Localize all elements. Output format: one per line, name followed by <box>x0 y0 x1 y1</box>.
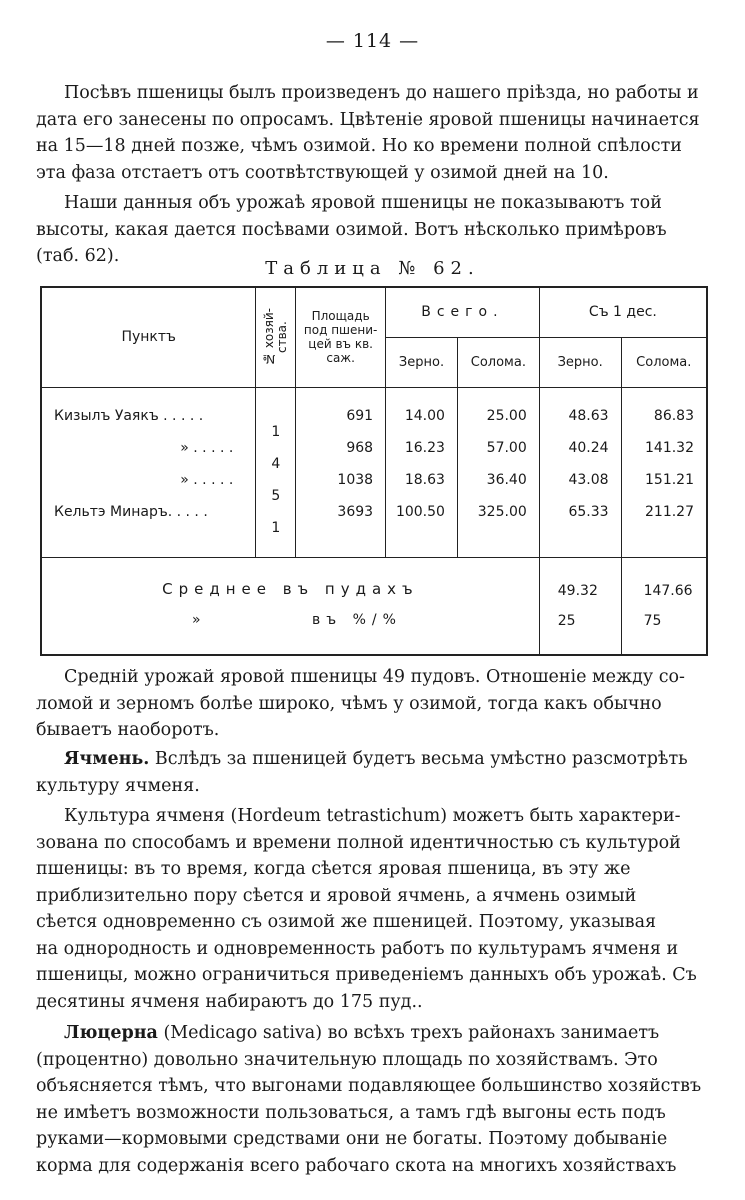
text-line: Ячмень. Вслѣдъ за пшеницей будетъ весьма умѣстно разсмотрѣть <box>64 749 688 769</box>
table-cell: 43.08 <box>568 471 609 488</box>
table-cell: 211.27 <box>645 503 694 520</box>
header-punkt: Пунктъ <box>41 287 256 387</box>
header-grain: Зерно. <box>386 337 458 387</box>
table-cell: 1 <box>271 423 281 440</box>
col-punkt <box>41 387 256 557</box>
text-line: корма для содержанія всего рабочаго скота на многихъ хозяйствахъ <box>36 1155 677 1176</box>
table-cell: 4 <box>271 455 281 472</box>
pct-label: въ %/% <box>312 611 402 628</box>
col-households <box>256 387 296 557</box>
table-cell: 968 <box>346 439 374 456</box>
barley-title: Ячмень. <box>64 749 150 769</box>
text-line: Культура ячменя (Hordeum tetrastichum) можетъ быть характери- <box>64 806 681 826</box>
barley-paragraph <box>36 746 712 1015</box>
header-straw: Солома. <box>457 337 539 387</box>
table-cell: 1038 <box>337 471 374 488</box>
text-line: культуру ячменя. <box>36 775 200 796</box>
text-line: руками—кормовыми средствами они не богаты. Поэтому добываніе <box>36 1129 668 1149</box>
header-households <box>256 287 296 387</box>
table-caption: Таблица № 62. <box>265 258 480 279</box>
text-line: пшеницы: въ то время, когда сѣется яровая пшеница, въ эту же <box>36 859 631 879</box>
avg-grain: 49.32 <box>557 582 598 599</box>
pct-ditto: » <box>192 611 201 628</box>
lucerne-paragraph <box>36 1020 712 1179</box>
text-line: зована по способамъ и времени полной идентичностью съ культурой <box>36 832 681 853</box>
avg-grain-cell <box>539 557 621 655</box>
col-grain-per-des <box>539 387 621 557</box>
text-line: Посѣвъ пшеницы былъ произведенъ до нашего пріѣзда, но работы и <box>64 83 699 103</box>
table-cell: 18.63 <box>404 471 445 488</box>
header-straw-per-des: Солома. <box>621 337 707 387</box>
avg-label-cell <box>41 557 539 655</box>
summary-paragraph <box>36 664 712 744</box>
table-cell: 100.50 <box>395 503 445 520</box>
table-cell: 48.63 <box>568 407 609 424</box>
intro-paragraph <box>36 80 712 270</box>
table-cell: 16.23 <box>404 439 445 456</box>
table-cell: Кельтэ Минаръ. . . . . <box>54 503 208 520</box>
text-line: ломой и зерномъ болѣе широко, чѣмъ у озимой, тогда какъ обычно <box>36 693 662 714</box>
text-line: эта фаза отстаетъ отъ соотвѣтствующей у озимой дней на 10. <box>36 162 609 183</box>
text-line: приблизительно пору сѣется и яровой ячмень, а ячмень озимый <box>36 885 637 906</box>
table-cell: 5 <box>271 487 281 504</box>
pct-grain: 25 <box>557 612 576 629</box>
text-line: дата его занесены по опросамъ. Цвѣтеніе яровой пшеницы начинается <box>36 109 700 130</box>
col-grain <box>386 387 458 557</box>
table-cell: 151.21 <box>645 471 694 488</box>
text-line: Наши данныя объ урожаѣ яровой пшеницы не показываютъ той <box>64 193 662 213</box>
table-cell: » . . . . . <box>180 439 234 456</box>
data-table <box>40 286 708 656</box>
avg-straw: 147.66 <box>643 582 693 599</box>
table-cell: 25.00 <box>486 407 527 424</box>
table-cell: 325.00 <box>477 503 527 520</box>
pct-row <box>42 612 539 632</box>
table-cell: 1 <box>271 519 281 536</box>
text-line: объясняется тѣмъ, что выгонами подавляющее большинство хозяйствъ <box>36 1076 702 1096</box>
text-line: на 15—18 дней позже, чѣмъ озимой. Но ко времени полной спѣлости <box>36 136 682 156</box>
text-line: десятины ячменя набираютъ до 175 пуд.. <box>36 991 423 1012</box>
table-cell: 141.32 <box>645 439 694 456</box>
col-straw <box>457 387 539 557</box>
header-grain-per-des: Зерно. <box>539 337 621 387</box>
col-straw-per-des <box>621 387 707 557</box>
table-cell: 57.00 <box>486 439 527 456</box>
table-cell: 40.24 <box>568 439 609 456</box>
table-cell: 691 <box>346 407 374 424</box>
text-line: бываетъ наоборотъ. <box>36 720 220 740</box>
text-line: Среднiй урожай яровой пшеницы 49 пудовъ. Отношеніе между со- <box>64 667 685 687</box>
header-households-text: № хозяй-ства. <box>261 308 289 367</box>
text-line: не имѣетъ возможности пользоваться, а тамъ гдѣ выгоны есть подъ <box>36 1102 666 1123</box>
text-line: сѣется одновременно съ озимой же пшеницей. Поэтому, указывая <box>36 912 657 932</box>
lucerne-title: Люцерна <box>64 1023 158 1043</box>
avg-label: Среднее въ пудахъ <box>162 579 419 598</box>
text-line: пшеницы, можно ограничиться приведеніемъ данныхъ объ урожаѣ. Съ <box>36 965 697 985</box>
table-cell: » . . . . . <box>180 471 234 488</box>
page-number: — 114 — <box>325 30 420 52</box>
text-line: на однородность и одновременность работъ по культурамъ ячменя и <box>36 938 679 959</box>
header-per-des: Съ 1 дес. <box>539 287 707 337</box>
table-cell: Кизылъ Уаякъ . . . . . <box>54 407 204 424</box>
table-cell: 3693 <box>337 503 374 520</box>
table-cell: 86.83 <box>653 407 694 424</box>
col-area <box>296 387 386 557</box>
header-total: Всего. <box>386 287 540 337</box>
table-cell: 65.33 <box>568 503 609 520</box>
text-line: (таб. 62). <box>36 246 120 266</box>
table-cell: 14.00 <box>404 407 445 424</box>
pct-straw: 75 <box>643 612 662 629</box>
text-line: (процентно) довольно значительную площадь по хозяйствамъ. Это <box>36 1049 658 1070</box>
text-line: Люцерна (Medicago sativa) во всѣхъ трехъ районахъ занимаетъ <box>64 1023 660 1043</box>
avg-straw-cell <box>621 557 707 655</box>
table-cell: 36.40 <box>486 471 527 488</box>
header-area: Площадь под пшени-цей въ кв. саж. <box>296 287 386 387</box>
text-line: высоты, какая дается посѣвами озимой. Вотъ нѣсколько примѣровъ <box>36 219 667 240</box>
